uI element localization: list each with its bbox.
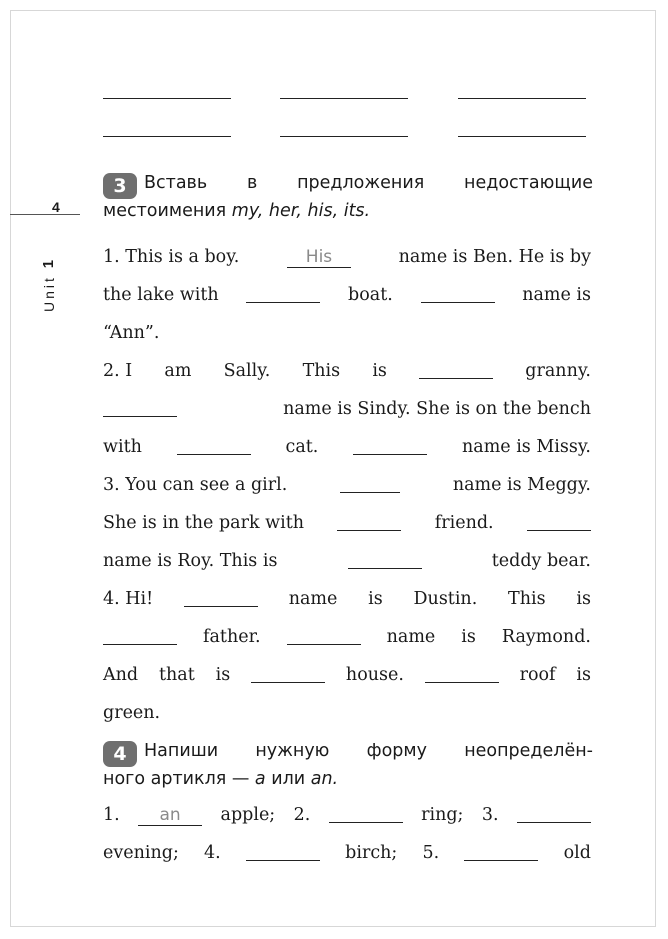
text: And (103, 665, 139, 685)
text: the lake with (103, 285, 219, 305)
instruction-word: Вставь (144, 173, 208, 193)
text: 3. (481, 805, 499, 825)
text: birch; (345, 843, 398, 863)
text: 3. You can see a girl. (103, 475, 288, 495)
text-line (103, 580, 591, 618)
task-number-badge: 3 (103, 173, 137, 199)
blank-field[interactable] (340, 478, 400, 493)
text: is (372, 361, 387, 381)
text: apple; (220, 805, 276, 825)
text: name is Roy. This is (103, 551, 278, 571)
page-divider (10, 214, 80, 215)
text: 2. (293, 805, 311, 825)
text: This (508, 589, 546, 609)
instruction-word: Напиши (144, 741, 219, 761)
task-3-heading (103, 171, 593, 223)
text: old (563, 843, 591, 863)
text: is (215, 665, 231, 685)
text: name is Meggy. (452, 475, 591, 495)
answer-line[interactable] (458, 136, 586, 137)
text-line (103, 796, 591, 834)
article-option: a (254, 769, 266, 789)
text: friend. (434, 513, 494, 533)
unit-label (40, 232, 80, 312)
blank-field[interactable] (177, 440, 251, 455)
blank-field[interactable] (425, 668, 499, 683)
text: ring; (421, 805, 464, 825)
text-line (103, 276, 591, 314)
text: Raymond. (501, 627, 591, 647)
text: She is in the park with (103, 513, 305, 533)
unit-word: Unit (41, 275, 57, 312)
text: evening; (103, 843, 179, 863)
text-line (103, 542, 591, 580)
blank-field[interactable] (337, 516, 401, 531)
text: house. (345, 665, 404, 685)
text-line (103, 694, 591, 732)
answer-lines-block (103, 98, 593, 174)
text: 4. Hi! (103, 589, 154, 609)
page-number: 4 (52, 199, 60, 215)
blank-field[interactable] (246, 288, 320, 303)
blank-field[interactable] (464, 846, 538, 861)
text: that (158, 665, 195, 685)
blank-field[interactable] (103, 402, 177, 417)
text: teddy bear. (491, 551, 591, 571)
answer-line[interactable] (280, 136, 408, 137)
text: is (576, 589, 591, 609)
text-line (103, 390, 591, 428)
exercise-3 (103, 238, 591, 732)
text: This (302, 361, 341, 381)
filled-answer: His (287, 247, 351, 268)
blank-field[interactable] (419, 364, 493, 379)
text-line (103, 656, 591, 694)
text: roof (519, 665, 556, 685)
article-option: an. (310, 769, 339, 789)
text: Sally. (223, 361, 271, 381)
text-line (103, 504, 591, 542)
text-line (103, 466, 591, 504)
pronoun-list: my, her, his, its. (231, 201, 371, 221)
text: am (164, 361, 192, 381)
text: name is Missy. (461, 437, 591, 457)
instruction-word: форму (366, 741, 427, 761)
text: “Ann”. (103, 323, 160, 343)
instruction-text: или (265, 769, 311, 789)
instruction-word: предложения (297, 173, 425, 193)
blank-field[interactable] (353, 440, 427, 455)
instruction-word: неопределён- (464, 741, 593, 761)
answer-line[interactable] (103, 98, 231, 99)
answer-line[interactable] (280, 98, 408, 99)
blank-field[interactable] (287, 630, 361, 645)
blank-field[interactable] (246, 846, 320, 861)
text: name is (522, 285, 591, 305)
text-line (103, 834, 591, 872)
task-number-badge: 4 (103, 741, 137, 767)
text: name is Ben. He is by (398, 247, 591, 267)
text-line (103, 352, 591, 390)
answer-line[interactable] (458, 98, 586, 99)
instruction-text: ного артикля — (103, 769, 255, 789)
text-line (103, 238, 591, 276)
text-line (103, 428, 591, 466)
blank-field[interactable] (527, 516, 591, 531)
text: name (288, 589, 338, 609)
text: 1. This is a boy. (103, 247, 240, 267)
answer-line[interactable] (103, 136, 231, 137)
text: green. (103, 703, 161, 723)
text: boat. (348, 285, 393, 305)
text: granny. (525, 361, 591, 381)
blank-field[interactable] (517, 808, 591, 823)
text: 2. I (103, 361, 133, 381)
unit-number: 1 (40, 256, 57, 269)
blank-field[interactable] (329, 808, 403, 823)
text: 5. (422, 843, 440, 863)
blank-field[interactable] (184, 592, 258, 607)
text-line (103, 618, 591, 656)
filled-answer: an (138, 805, 202, 826)
text: is (368, 589, 383, 609)
text: is (576, 665, 591, 685)
blank-field[interactable] (251, 668, 325, 683)
text: Dustin. (413, 589, 478, 609)
text-line (103, 314, 591, 352)
text: father. (203, 627, 261, 647)
blank-field[interactable] (103, 630, 177, 645)
text: 1. (103, 805, 120, 825)
task-4-heading (103, 739, 593, 791)
instruction-word: недостающие (464, 173, 593, 193)
text: name (386, 627, 436, 647)
text: cat. (285, 437, 319, 457)
blank-field[interactable] (348, 554, 422, 569)
text: name is Sindy. She is on the bench (283, 399, 591, 419)
instruction-word: нужную (255, 741, 330, 761)
text: 4. (204, 843, 221, 863)
blank-field[interactable] (421, 288, 495, 303)
instruction-word: в (246, 173, 258, 193)
instruction-text: местоимения (103, 201, 227, 221)
exercise-4 (103, 796, 591, 872)
text: with (103, 437, 142, 457)
text: is (461, 627, 476, 647)
